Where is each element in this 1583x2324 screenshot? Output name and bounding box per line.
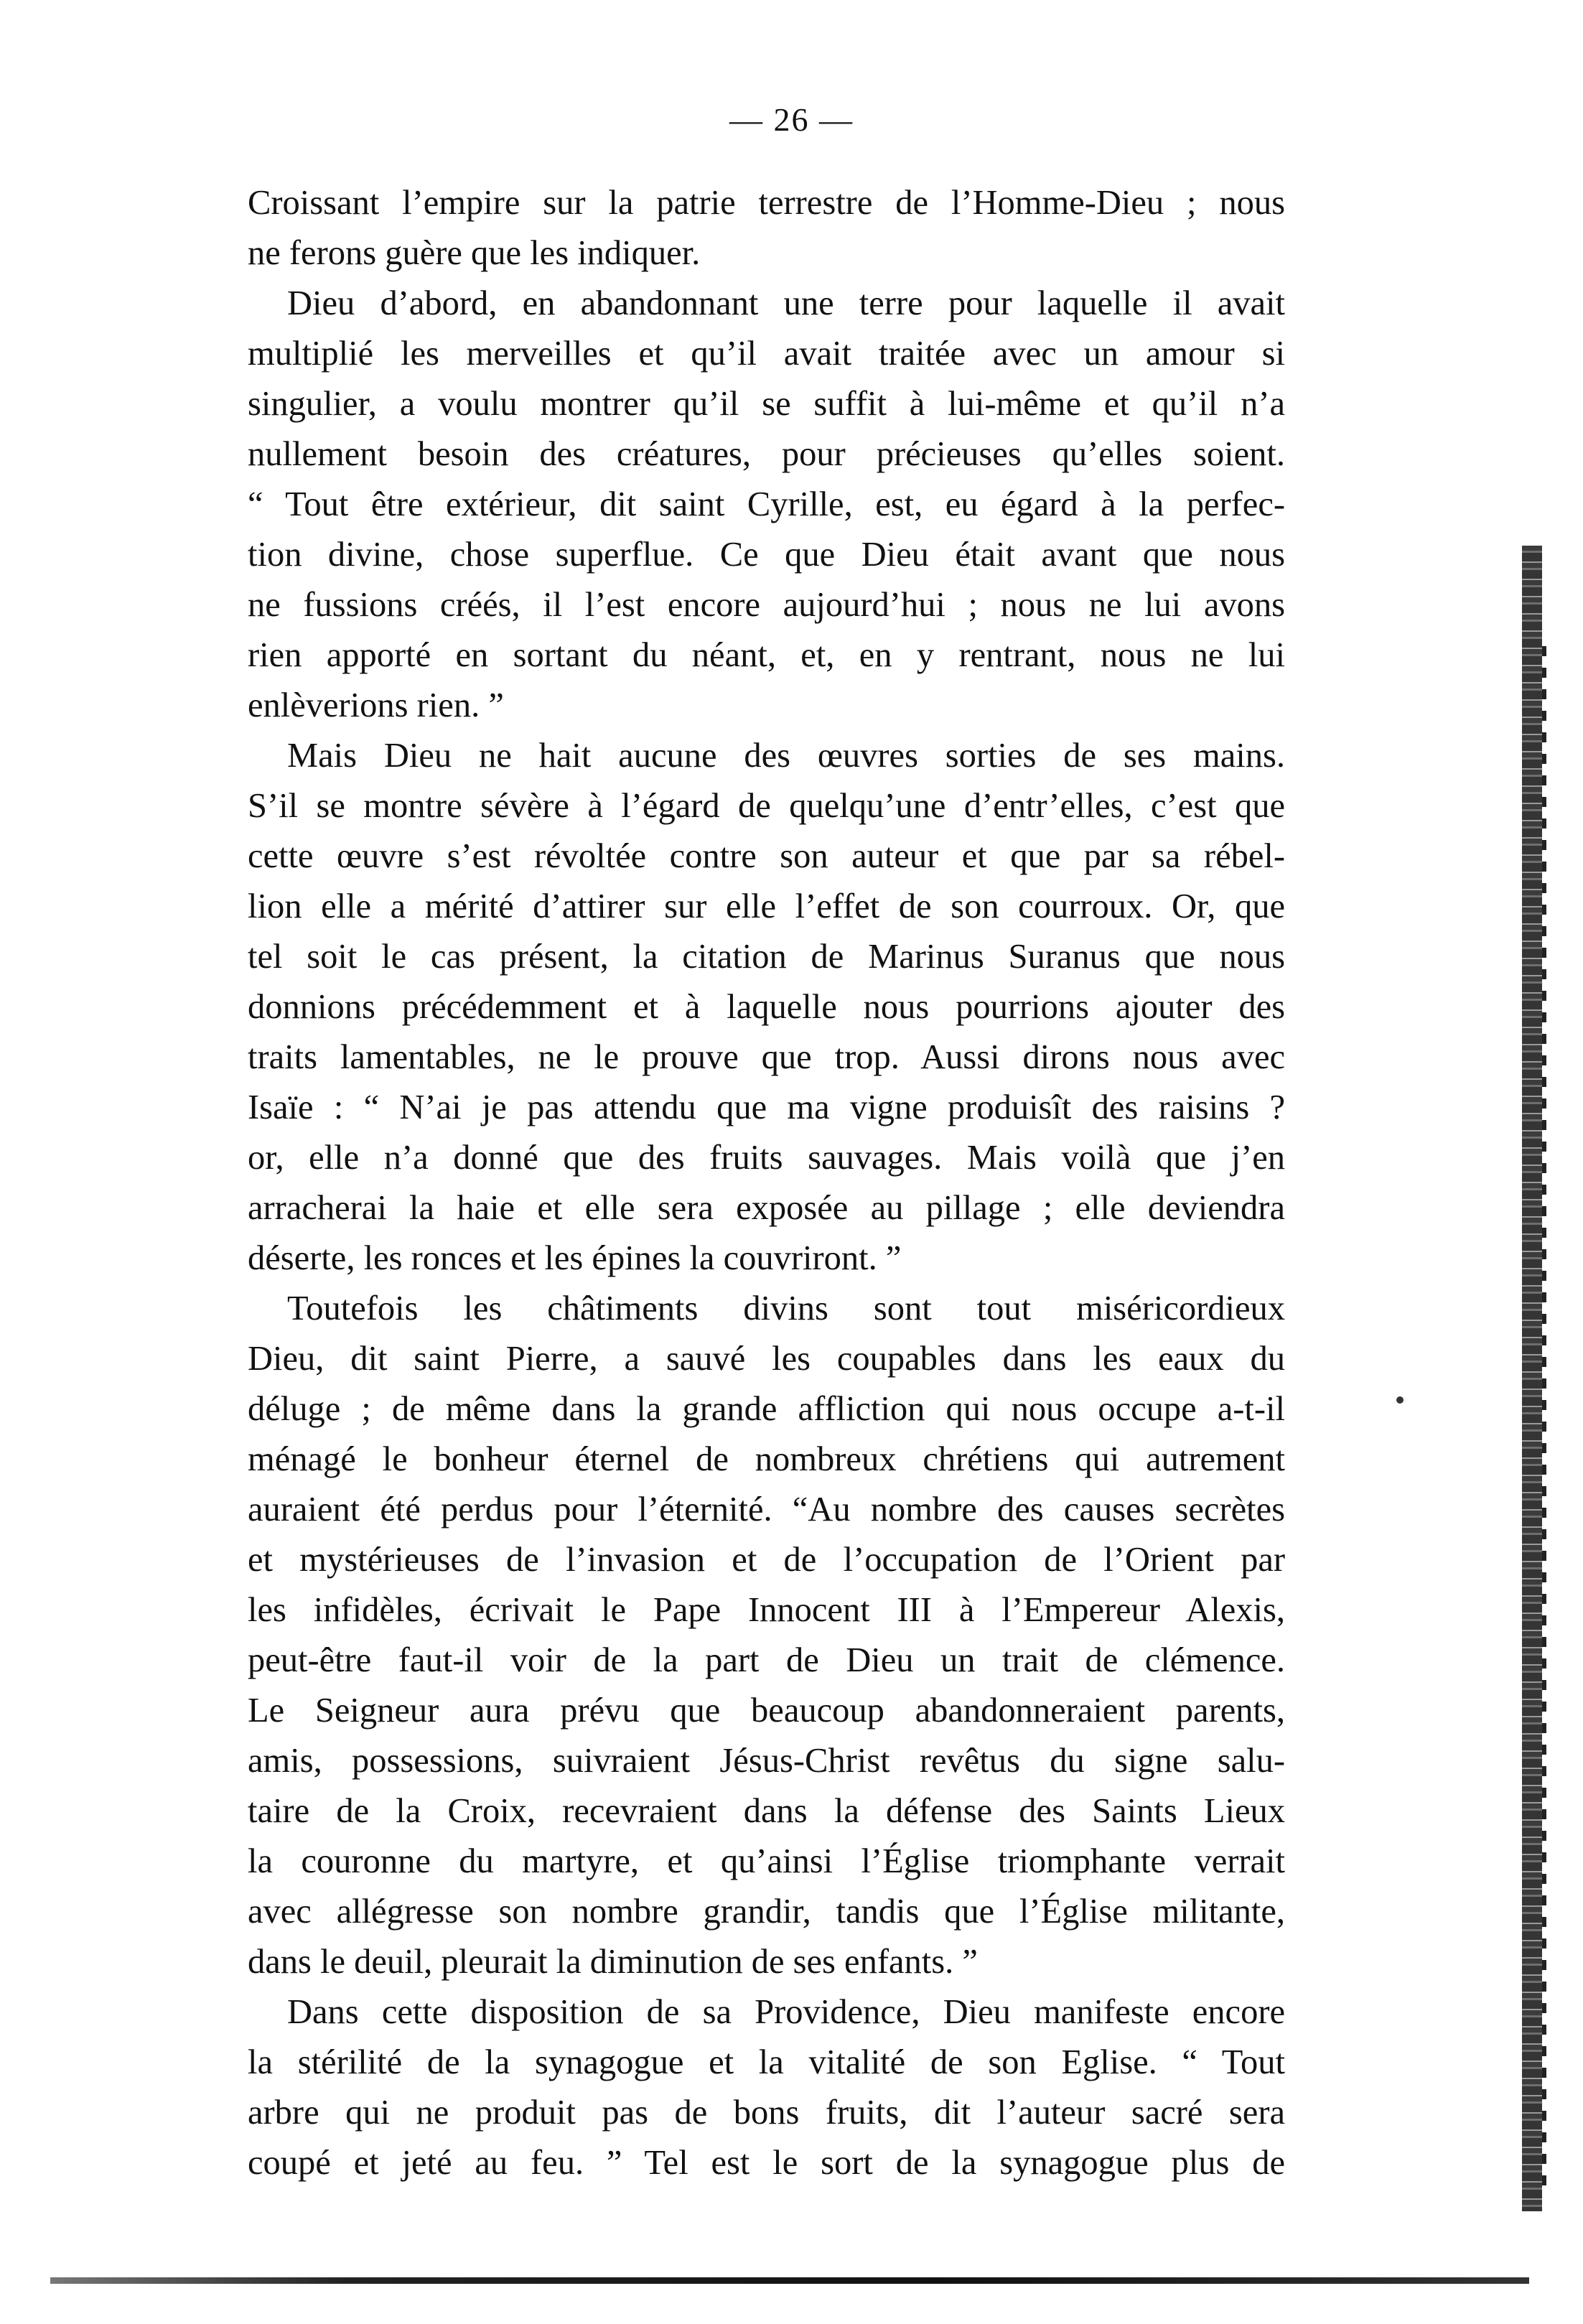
scan-edge-shadow [1522, 546, 1542, 2211]
text-line: la couronne du martyre, et qu’ainsi l’Église triomphante verrait [248, 1842, 1285, 1880]
text-line: les infidèles, écrivait le Pape Innocent III à l’Empereur Alexis, [248, 1591, 1285, 1629]
text-line: tion divine, chose superflue. Ce que Dieu était avant que nous [248, 536, 1285, 574]
text-line: Mais Dieu ne hait aucune des œuvres sorties de ses mains. [287, 737, 1285, 775]
text-line: ne ferons guère que les indiquer. [248, 234, 701, 272]
body-text [248, 178, 1285, 2188]
text-line: traits lamentables, ne le prouve que trop. Aussi dirons nous avec [248, 1038, 1285, 1076]
text-line: Dieu d’abord, en abandonnant une terre pour laquelle il avait [287, 284, 1285, 322]
scan-edge-shadow-thin [1542, 646, 1546, 2190]
text-line: or, elle n’a donné que des fruits sauvages. Mais voilà que j’en [248, 1139, 1285, 1177]
text-line: déserte, les ronces et les épines la couvriront. ” [248, 1239, 902, 1277]
scan-speck [1396, 1396, 1404, 1404]
text-line: Croissant l’empire sur la patrie terrestre de l’Homme-Dieu ; nous [248, 184, 1285, 222]
text-line: nullement besoin des créatures, pour précieuses qu’elles soient. [248, 435, 1285, 473]
text-line: arbre qui ne produit pas de bons fruits, dit l’auteur sacré sera [248, 2094, 1285, 2132]
text-line: tel soit le cas présent, la citation de Marinus Suranus que nous [248, 938, 1285, 976]
text-line: ménagé le bonheur éternel de nombreux chrétiens qui autrement [248, 1440, 1285, 1478]
text-line: enlèverions rien. ” [248, 686, 504, 724]
text-line: arracherai la haie et elle sera exposée au pillage ; elle deviendra [248, 1189, 1285, 1227]
text-line: Dieu, dit saint Pierre, a sauvé les coupables dans les eaux du [248, 1340, 1285, 1378]
text-line: lion elle a mérité d’attirer sur elle l’effet de son courroux. Or, que [248, 887, 1285, 925]
text-line: S’il se montre sévère à l’égard de quelqu’une d’entr’elles, c’est que [248, 787, 1285, 825]
text-line: ne fussions créés, il l’est encore aujourd’hui ; nous ne lui avons [248, 586, 1285, 624]
text-line: dans le deuil, pleurait la diminution de ses enfants. ” [248, 1943, 978, 1981]
text-line: peut-être faut-il voir de la part de Dieu un trait de clémence. [248, 1641, 1285, 1679]
text-line: la stérilité de la synagogue et la vitalité de son Eglise. “ Tout [248, 2043, 1285, 2081]
text-line: amis, possessions, suivraient Jésus-Christ revêtus du signe salu- [248, 1742, 1285, 1780]
text-line: rien apporté en sortant du néant, et, en y rentrant, nous ne lui [248, 636, 1285, 674]
text-line: donnions précédemment et à laquelle nous pourrions ajouter des [248, 988, 1285, 1026]
text-line: Toutefois les châtiments divins sont tout miséricordieux [287, 1289, 1285, 1327]
text-line: Isaïe : “ N’ai je pas attendu que ma vigne produisît des raisins ? [248, 1088, 1285, 1126]
text-line: Dans cette disposition de sa Providence, Dieu manifeste encore [287, 1993, 1285, 2031]
text-line: multiplié les merveilles et qu’il avait traitée avec un amour si [248, 335, 1285, 373]
text-line: “ Tout être extérieur, dit saint Cyrille, est, eu égard à la perfec- [248, 485, 1285, 523]
text-line: Le Seigneur aura prévu que beaucoup abandonneraient parents, [248, 1691, 1285, 1730]
text-line: taire de la Croix, recevraient dans la défense des Saints Lieux [248, 1792, 1285, 1830]
text-line: déluge ; de même dans la grande affliction qui nous occupe a-t-il [248, 1390, 1285, 1428]
scan-bottom-edge [50, 2277, 1529, 2284]
text-line: auraient été perdus pour l’éternité. “Au nombre des causes secrètes [248, 1490, 1285, 1529]
text-line: cette œuvre s’est révoltée contre son auteur et que par sa rébel- [248, 837, 1285, 875]
text-line: et mystérieuses de l’invasion et de l’occupation de l’Orient par [248, 1541, 1285, 1579]
text-line: avec allégresse son nombre grandir, tandis que l’Église militante, [248, 1893, 1285, 1931]
text-line: singulier, a voulu montrer qu’il se suffit à lui-même et qu’il n’a [248, 385, 1285, 423]
page-number: — 26 — [729, 101, 854, 138]
text-line: coupé et jeté au feu. ” Tel est le sort de la synagogue plus de [248, 2144, 1285, 2182]
